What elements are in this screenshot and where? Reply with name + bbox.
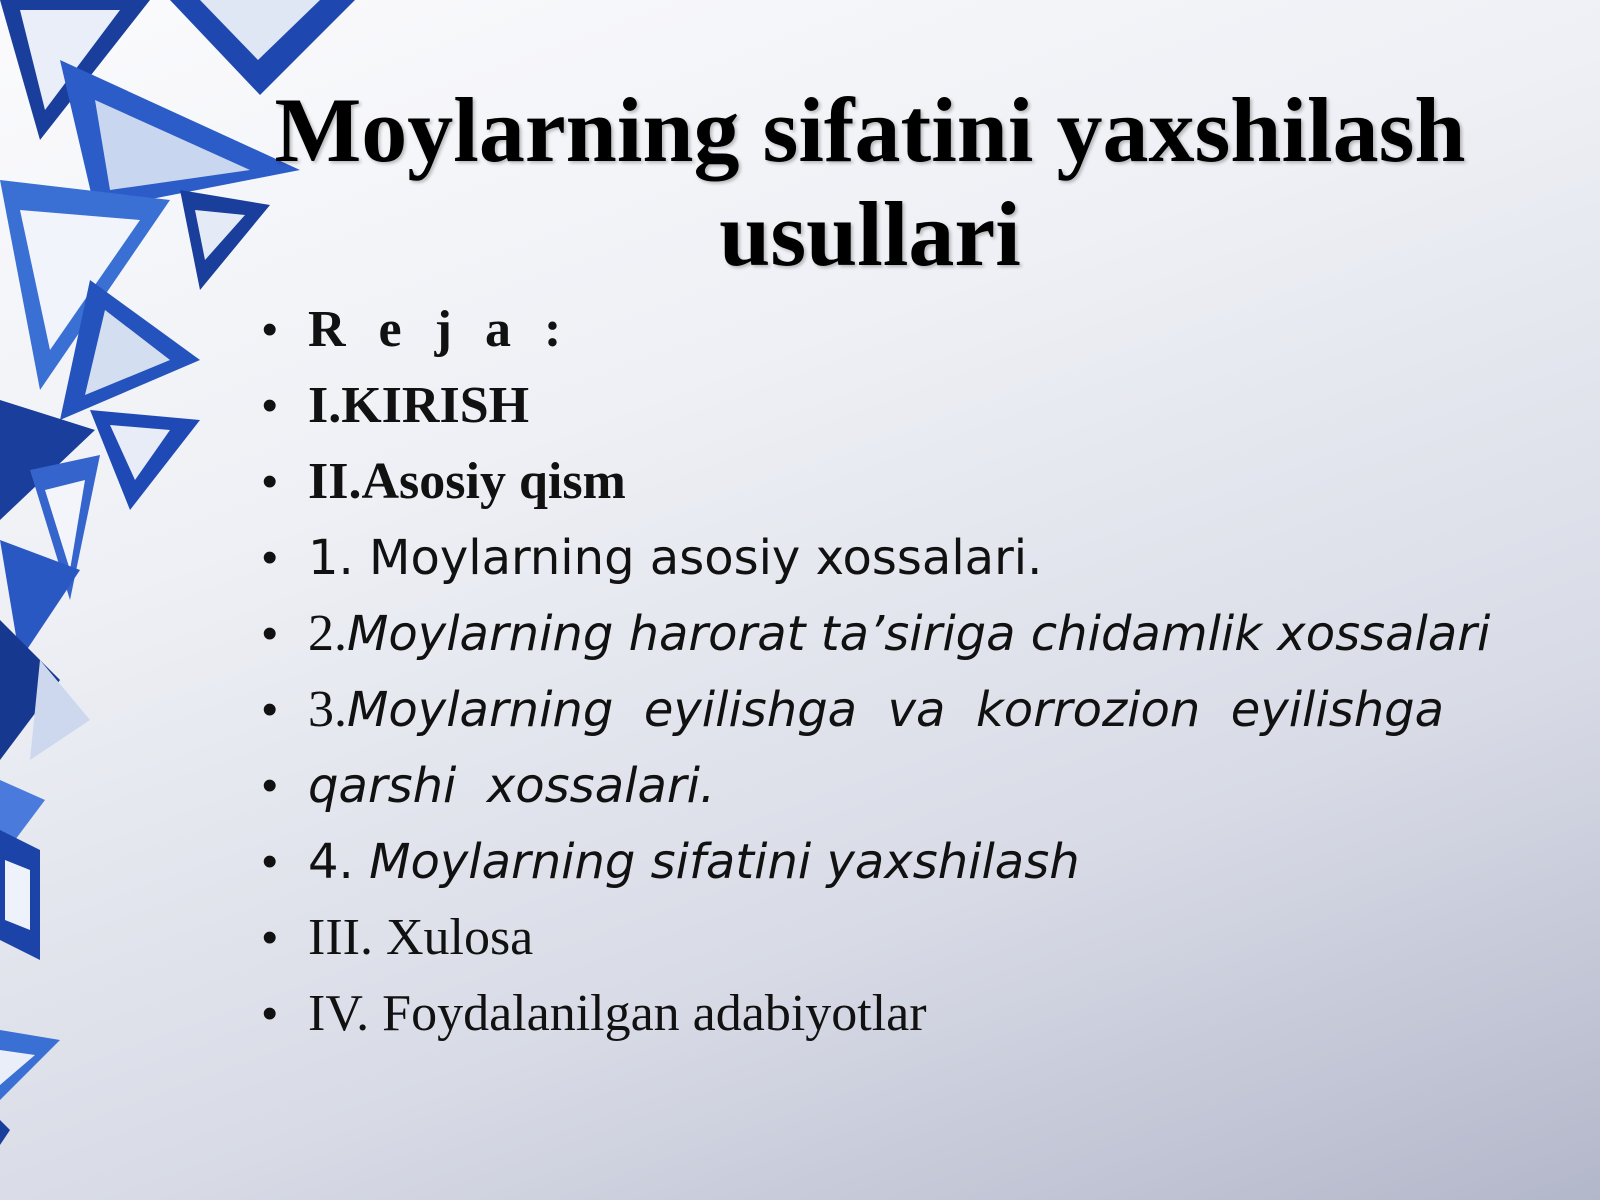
plan-heading: R e j a : — [308, 301, 572, 358]
list-item — [262, 520, 1582, 596]
subsection-4-text: Moylarning sifatini yaxshilash — [369, 834, 1080, 890]
list-item — [262, 900, 1582, 976]
bullet-icon: • — [262, 609, 278, 658]
subsection-3-continuation: qarshi xossalari. — [308, 758, 716, 814]
list-item — [262, 596, 1582, 672]
list-item — [262, 444, 1582, 520]
bullet-icon: • — [262, 381, 278, 430]
bullet-icon: • — [262, 837, 278, 886]
bullet-icon: • — [262, 533, 278, 582]
section-main-part: II.Asosiy qism — [308, 453, 626, 510]
section-conclusion: III. Xulosa — [308, 909, 534, 966]
bullet-icon: • — [262, 761, 278, 810]
section-references: IV. Foydalanilgan adabiyotlar — [308, 985, 927, 1042]
list-item — [262, 824, 1582, 900]
section-introduction: I.KIRISH — [308, 377, 530, 434]
list-item — [262, 748, 1582, 824]
subsection-2-text: Moylarning harorat ta’siriga chidamlik xossalari — [347, 606, 1491, 662]
bullet-icon: • — [262, 305, 278, 354]
subsection-4-number: 4. — [308, 834, 370, 890]
subsection-3-number: 3. — [308, 681, 347, 738]
list-item — [262, 976, 1582, 1052]
list-item — [262, 368, 1582, 444]
subsection-2-number: 2. — [308, 605, 347, 662]
bullet-icon: • — [262, 685, 278, 734]
subsection-3-text: Moylarning eyilishga va korrozion eyilishga — [347, 682, 1445, 738]
slide-title: Moylarning sifatini yaxshilash usullari — [274, 79, 1466, 285]
bullet-icon: • — [262, 913, 278, 962]
list-item — [262, 672, 1582, 748]
list-item — [262, 292, 1582, 368]
bullet-icon: • — [262, 989, 278, 1038]
outline-list — [262, 292, 1582, 1052]
subsection-1: 1. Moylarning asosiy xossalari. — [308, 530, 1043, 586]
bullet-icon: • — [262, 457, 278, 506]
